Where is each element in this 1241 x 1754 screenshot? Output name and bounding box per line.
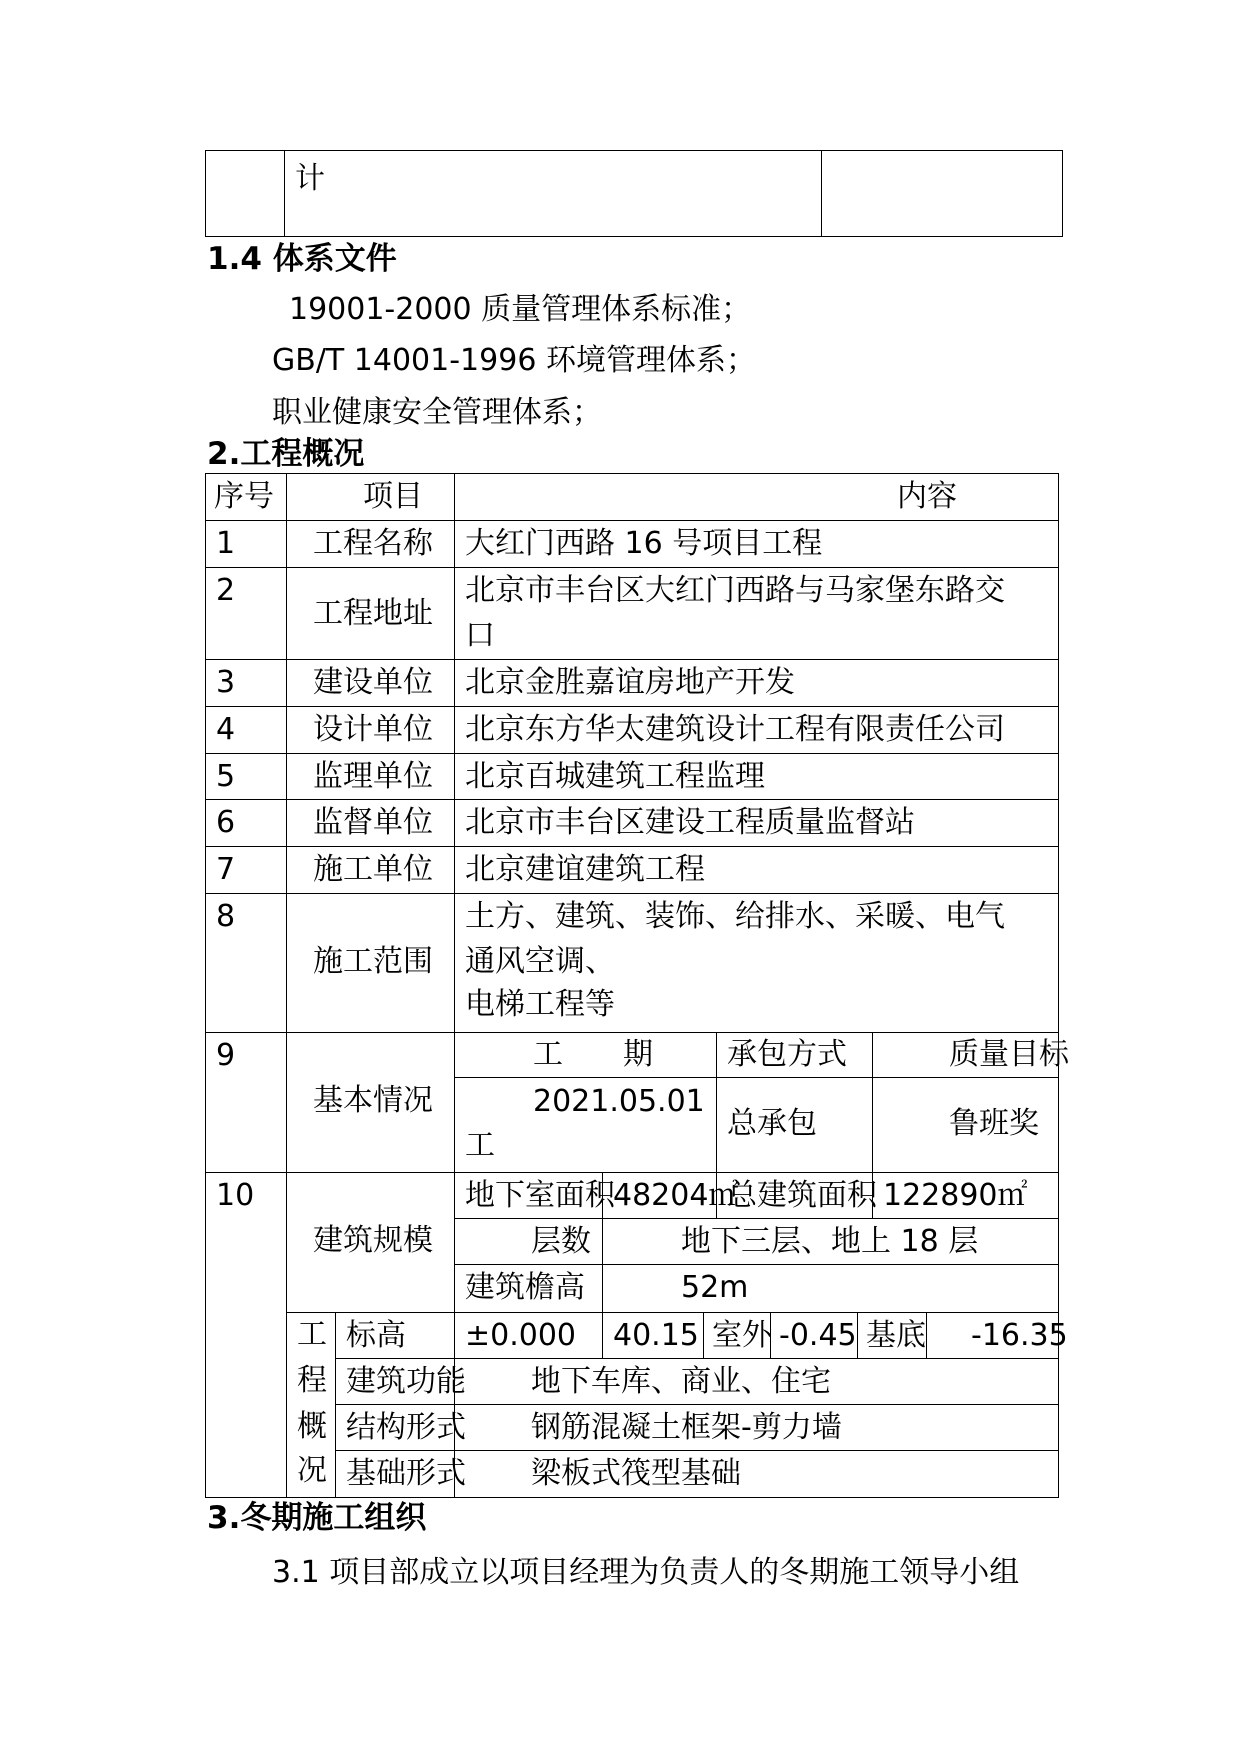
table-row <box>205 520 287 568</box>
table-cell <box>872 1032 1069 1078</box>
floors-value: 地下三层、地上 18 层 <box>681 1224 979 1259</box>
table-row <box>205 753 287 800</box>
top-table-cell <box>284 150 822 237</box>
header-no: 序号 <box>214 479 274 514</box>
table-cell <box>716 1172 877 1219</box>
table-cell <box>286 753 455 800</box>
elevation-zero-value: 40.15 <box>613 1318 699 1353</box>
row-item: 建筑规模 <box>313 1223 433 1258</box>
table-row <box>205 893 287 1033</box>
eave-label: 建筑檐高 <box>465 1270 585 1305</box>
table-cell <box>872 1077 1059 1173</box>
table-cell <box>703 1312 771 1359</box>
overview-char: 况 <box>297 1453 327 1488</box>
row-content-line: 土方、建筑、装饰、给排水、采暖、电气 <box>465 899 1005 934</box>
header-content: 内容 <box>897 479 957 514</box>
row-content-line: 电梯工程等 <box>465 987 615 1022</box>
top-table-text: 计 <box>295 161 325 196</box>
table-cell <box>602 1172 739 1219</box>
row-content-line: 通风空调、 <box>465 944 615 979</box>
section-heading-1-4: 1.4 体系文件 <box>207 241 397 277</box>
row-content: 北京建谊建筑工程 <box>465 852 705 887</box>
top-table-cell <box>205 150 285 237</box>
table-cell <box>454 893 1059 1033</box>
foundation-value: 梁板式筏型基础 <box>531 1456 741 1491</box>
basement-area-value: 48204㎡ <box>613 1178 739 1213</box>
table-cell <box>286 567 455 660</box>
base-label: 基底 <box>866 1318 926 1353</box>
table-cell <box>716 1077 873 1173</box>
row-no: 5 <box>216 759 236 794</box>
foundation-label: 基础形式 <box>346 1456 466 1491</box>
table-cell <box>454 567 1059 660</box>
table-cell <box>454 846 1059 894</box>
quality-value: 鲁班奖 <box>949 1106 1039 1141</box>
table-cell <box>770 1312 858 1359</box>
row-no: 7 <box>216 852 236 887</box>
table-cell <box>454 1218 603 1265</box>
table-row <box>205 846 287 894</box>
overview-char: 程 <box>297 1363 327 1398</box>
list-item: GB/T 14001-1996 环境管理体系； <box>272 343 756 378</box>
table-cell <box>286 799 455 847</box>
row-no: 8 <box>216 899 236 934</box>
floors-label: 层数 <box>531 1224 591 1259</box>
row-no: 10 <box>216 1178 255 1213</box>
outdoor-label: 室外 <box>712 1318 772 1353</box>
table-cell <box>602 1312 704 1359</box>
table-cell <box>454 1172 615 1219</box>
table-row <box>205 659 287 707</box>
row-no: 1 <box>216 526 236 561</box>
table-cell <box>286 846 455 894</box>
table-cell <box>286 659 455 707</box>
table-row <box>205 1172 287 1498</box>
row-content: 大红门西路 16 号项目工程 <box>465 526 823 561</box>
table-header-cell <box>454 473 1059 521</box>
row-content: 北京金胜嘉谊房地产开发 <box>465 665 795 700</box>
table-row <box>205 799 287 847</box>
period-value-line2: 工 <box>465 1128 495 1163</box>
overview-side-label <box>286 1312 336 1498</box>
table-cell <box>335 1450 466 1498</box>
table-cell <box>454 659 1059 707</box>
table-cell <box>926 1312 1068 1359</box>
table-cell <box>454 753 1059 800</box>
table-row <box>205 1032 287 1173</box>
row-content-line: 口 <box>465 618 495 653</box>
row-item: 建设单位 <box>313 665 433 700</box>
row-no: 4 <box>216 712 236 747</box>
overview-char: 概 <box>297 1409 327 1444</box>
elevation-zero: ±0.000 <box>465 1318 577 1353</box>
row-content: 北京百城建筑工程监理 <box>465 759 765 794</box>
table-cell <box>454 1312 603 1359</box>
contract-value: 总承包 <box>727 1106 817 1141</box>
base-value: -16.35 <box>971 1318 1068 1353</box>
table-cell <box>286 1172 455 1313</box>
table-cell <box>454 1450 1059 1498</box>
function-value: 地下车库、商业、住宅 <box>531 1364 831 1399</box>
row-item: 监督单位 <box>313 805 433 840</box>
row-content-line: 北京市丰台区大红门西路与马家堡东路交 <box>465 573 1005 608</box>
header-item: 项目 <box>363 479 423 514</box>
table-row <box>205 567 287 660</box>
table-cell <box>454 1032 717 1078</box>
table-cell <box>857 1312 927 1359</box>
table-cell <box>716 1032 873 1078</box>
row-item: 施工单位 <box>313 852 433 887</box>
list-item: 19001-2000 质量管理体系标准； <box>289 292 752 327</box>
table-cell <box>286 1032 455 1173</box>
function-label: 建筑功能 <box>346 1364 466 1399</box>
structure-value: 钢筋混凝土框架-剪力墙 <box>531 1410 842 1445</box>
table-cell <box>454 706 1059 754</box>
table-cell <box>454 520 1059 568</box>
structure-label: 结构形式 <box>346 1410 466 1445</box>
table-header-cell <box>205 473 287 521</box>
subheader-period: 工 期 <box>533 1037 653 1072</box>
row-item: 基本情况 <box>313 1083 433 1118</box>
table-cell <box>454 1264 603 1313</box>
row-no: 9 <box>216 1038 236 1073</box>
paragraph: 3.1 项目部成立以项目经理为负责人的冬期施工领导小组 <box>272 1555 1020 1590</box>
basement-area-label: 地下室面积 <box>465 1178 615 1213</box>
row-item: 工程名称 <box>313 526 433 561</box>
row-no: 3 <box>216 665 236 700</box>
list-item: 职业健康安全管理体系； <box>272 395 602 430</box>
table-cell <box>454 1077 717 1173</box>
row-no: 2 <box>216 573 236 608</box>
table-cell <box>602 1264 1059 1313</box>
row-no: 6 <box>216 805 236 840</box>
row-item: 监理单位 <box>313 759 433 794</box>
table-header-cell <box>286 473 455 521</box>
table-cell <box>335 1312 455 1359</box>
table-cell <box>286 706 455 754</box>
overview-char: 工 <box>297 1317 327 1352</box>
table-cell <box>454 1358 1059 1405</box>
subheader-contract: 承包方式 <box>727 1037 847 1072</box>
table-cell <box>602 1218 1059 1265</box>
section-heading-2: 2.工程概况 <box>207 436 365 472</box>
elevation-label: 标高 <box>346 1318 406 1353</box>
table-row <box>205 706 287 754</box>
total-area-label: 总建筑面积 <box>727 1178 877 1213</box>
table-cell <box>454 799 1059 847</box>
row-item: 施工范围 <box>313 944 433 979</box>
section-heading-3: 3.冬期施工组织 <box>207 1500 427 1536</box>
subheader-quality: 质量目标 <box>949 1037 1069 1072</box>
table-cell <box>872 1172 1059 1219</box>
row-item: 工程地址 <box>313 596 433 631</box>
eave-value: 52m <box>681 1270 749 1305</box>
table-cell <box>335 1358 466 1405</box>
table-cell <box>335 1404 466 1451</box>
top-table-cell <box>821 150 1063 237</box>
table-cell <box>286 893 455 1033</box>
total-area-value: 122890㎡ <box>883 1178 1028 1213</box>
row-content: 北京市丰台区建设工程质量监督站 <box>465 805 915 840</box>
table-cell <box>286 520 455 568</box>
outdoor-value: -0.45 <box>779 1318 857 1353</box>
row-item: 设计单位 <box>313 712 433 747</box>
period-value: 2021.05.01 <box>533 1084 705 1119</box>
table-cell <box>454 1404 1059 1451</box>
row-content: 北京东方华太建筑设计工程有限责任公司 <box>465 712 1005 747</box>
